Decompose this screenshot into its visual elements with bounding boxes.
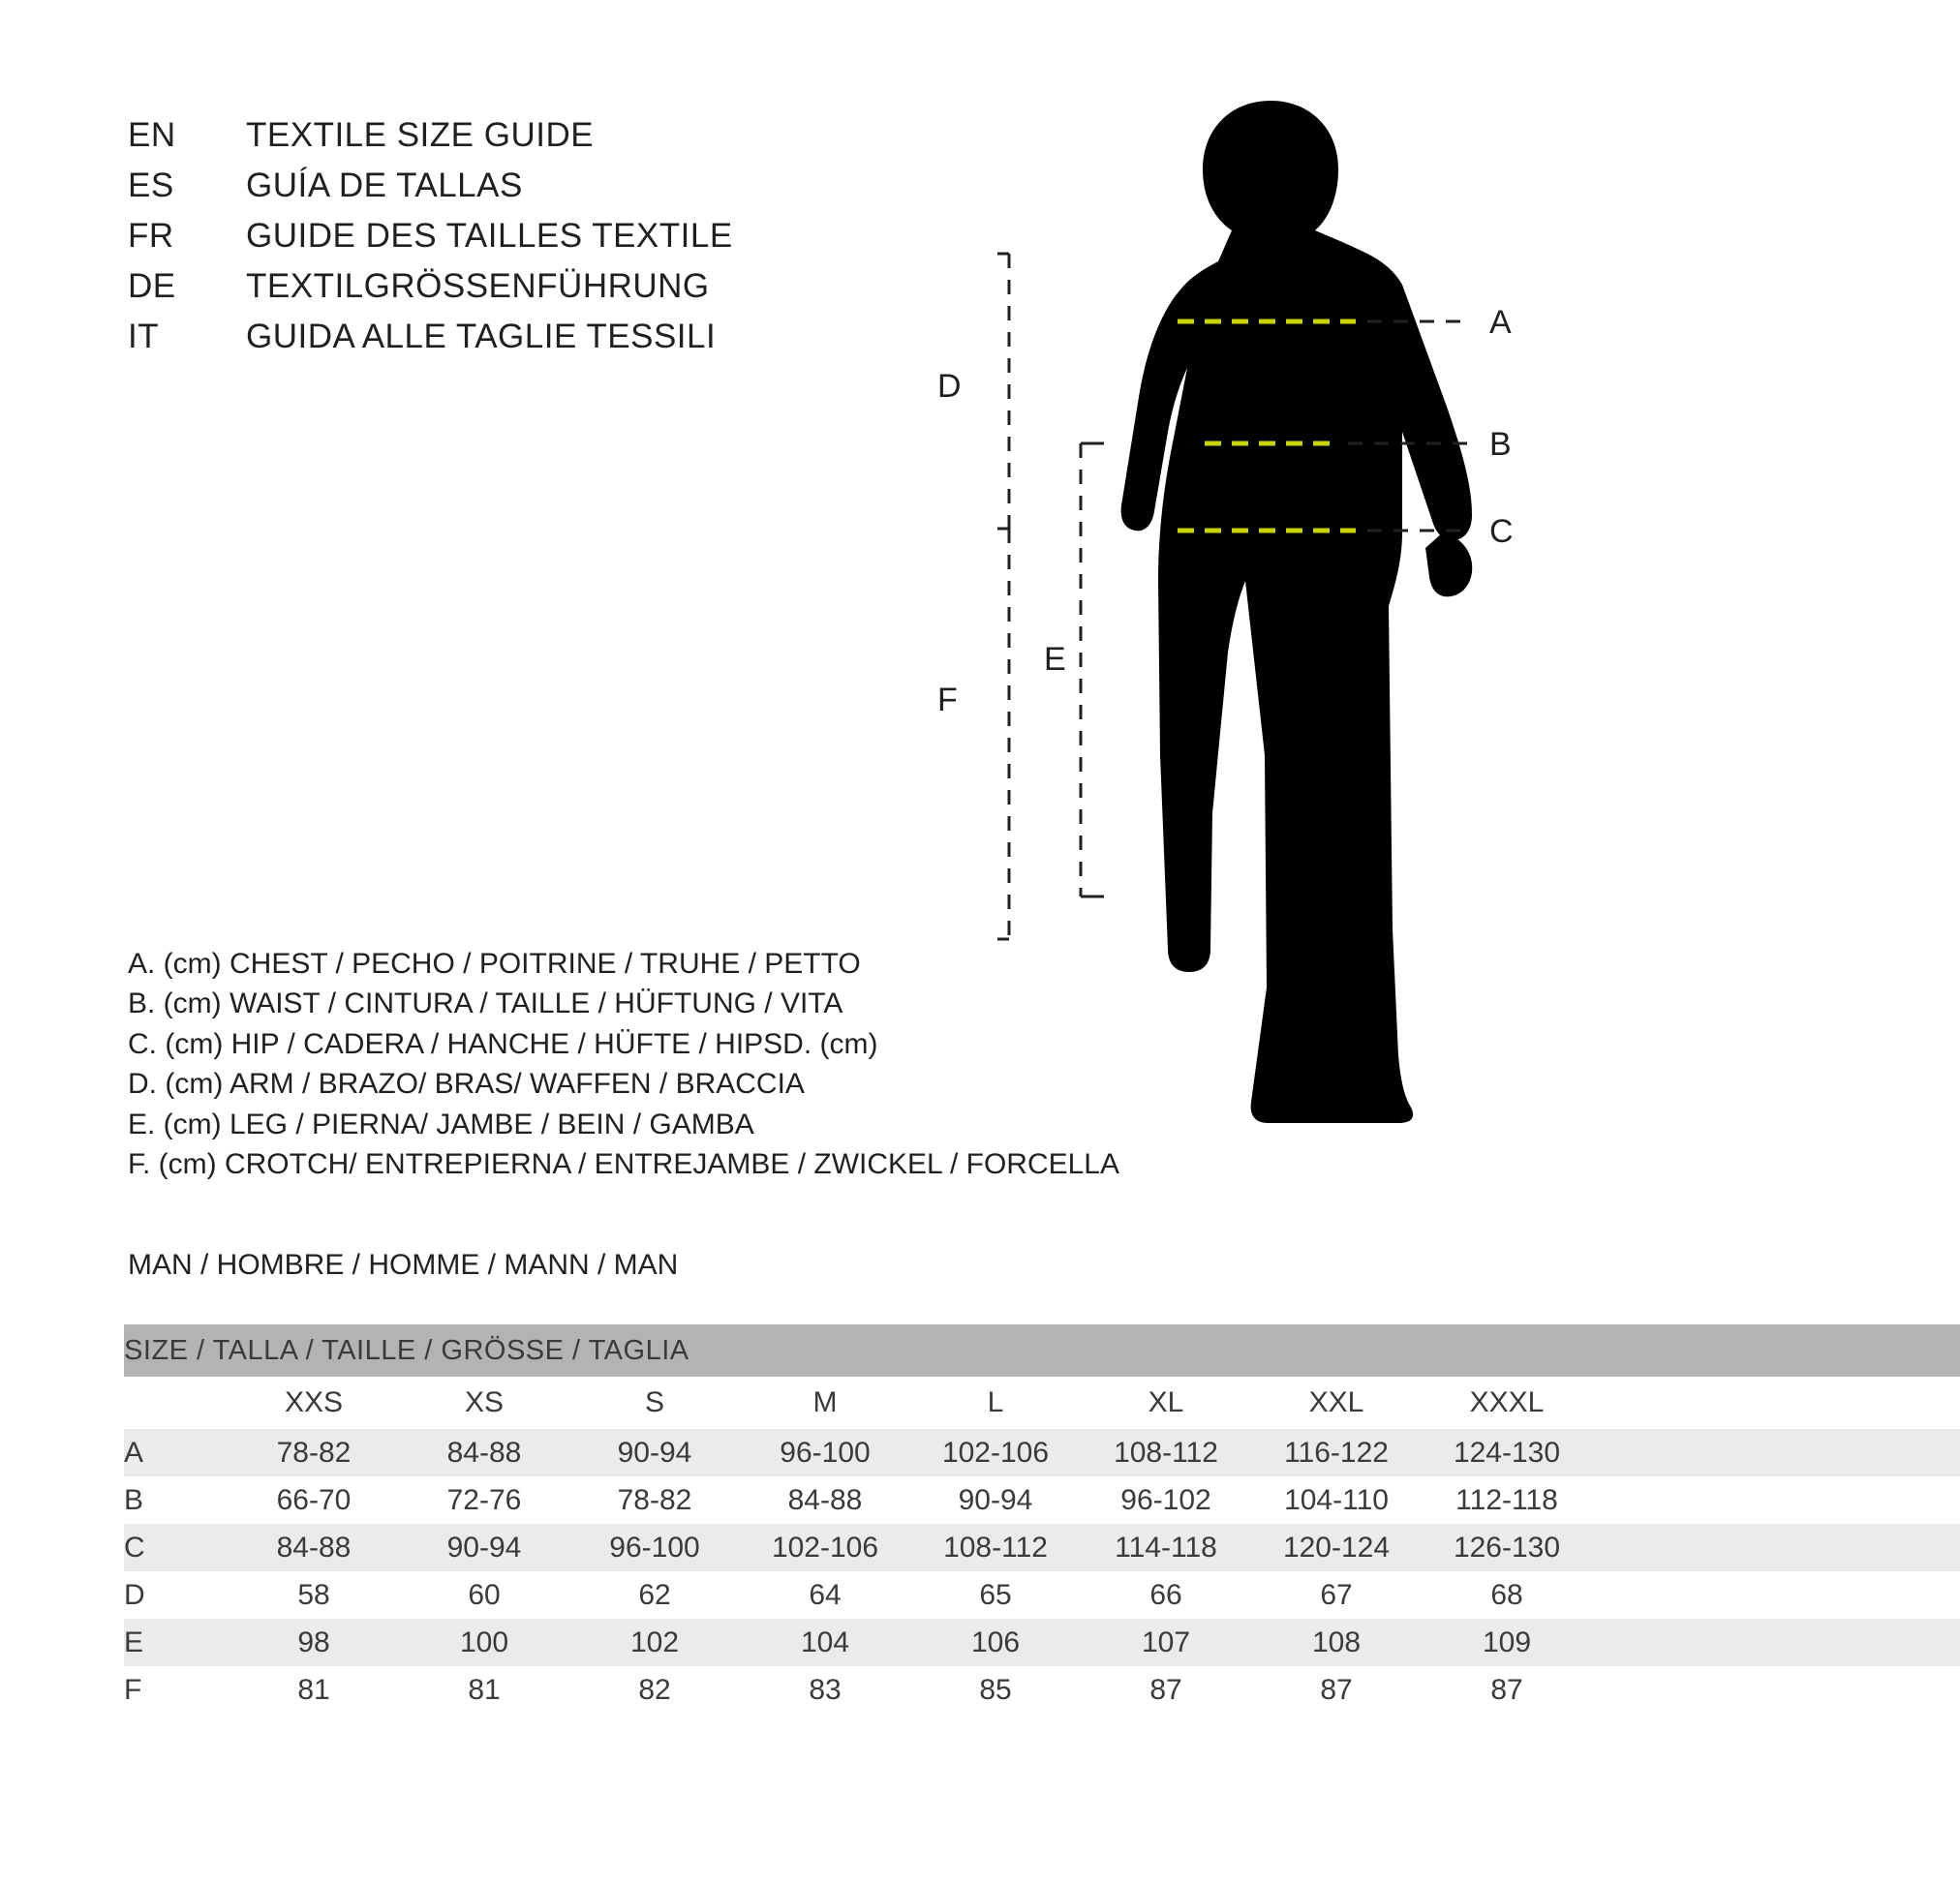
title-lang-es: ES bbox=[128, 167, 174, 204]
title-row bbox=[128, 267, 903, 318]
cell-d-xxxl: 68 bbox=[1490, 1578, 1523, 1611]
legend-item-c: C. (cm) HIP / CADERA / HANCHE / HÜFTE / HIPSD. (cm) bbox=[128, 1027, 878, 1060]
cell-b-s: 78-82 bbox=[617, 1483, 692, 1516]
row-label-b: B bbox=[124, 1483, 144, 1516]
cell-b-m: 84-88 bbox=[787, 1483, 863, 1516]
marker-label-d: D bbox=[937, 368, 962, 405]
cell-f-xxs: 81 bbox=[297, 1673, 330, 1706]
cell-f-xs: 81 bbox=[468, 1673, 501, 1706]
cell-b-xxxl: 112-118 bbox=[1455, 1483, 1558, 1516]
cell-f-xxl: 87 bbox=[1320, 1673, 1353, 1706]
size-table-container bbox=[124, 1324, 1761, 1714]
marker-label-c: C bbox=[1489, 513, 1514, 550]
male-silhouette-icon bbox=[1121, 101, 1473, 1123]
cell-b-xs: 72-76 bbox=[446, 1483, 522, 1516]
cell-a-xxs: 78-82 bbox=[229, 1429, 399, 1476]
body-measurement-diagram bbox=[937, 77, 1821, 1239]
cell-e-xl: 107 bbox=[1081, 1619, 1251, 1666]
legend-item-f: F. (cm) CROTCH/ ENTREPIERNA / ENTREJAMBE / ZWICKEL / FORCELLA bbox=[128, 1147, 1119, 1180]
title-block bbox=[128, 116, 903, 368]
cell-a-l: 102-106 bbox=[910, 1429, 1081, 1476]
title-text-it: GUIDA ALLE TAGLIE TESSILI bbox=[246, 318, 717, 355]
table-row bbox=[124, 1619, 1960, 1666]
cell-a-xs: 84-88 bbox=[399, 1429, 569, 1476]
cell-b-xxs: 66-70 bbox=[276, 1483, 352, 1516]
cell-e-xxl: 108 bbox=[1251, 1619, 1422, 1666]
cell-c-spacer bbox=[1592, 1524, 1960, 1571]
column-header-xxl: XXL bbox=[1251, 1377, 1422, 1429]
legend-item-d: D. (cm) ARM / BRAZO/ BRAS/ WAFFEN / BRACCIA bbox=[128, 1068, 805, 1101]
column-header-xl: XL bbox=[1081, 1377, 1251, 1429]
cell-d-xs: 60 bbox=[468, 1578, 501, 1611]
table-header-band bbox=[124, 1324, 1960, 1377]
title-lang-en: EN bbox=[128, 116, 176, 154]
cell-d-l: 65 bbox=[979, 1578, 1012, 1611]
title-text-en: TEXTILE SIZE GUIDE bbox=[246, 116, 595, 154]
cell-d-xxs: 58 bbox=[297, 1578, 330, 1611]
cell-d-spacer bbox=[1592, 1571, 1960, 1619]
column-header-m: M bbox=[740, 1377, 910, 1429]
cell-b-l: 90-94 bbox=[958, 1483, 1033, 1516]
cell-a-xxxl: 124-130 bbox=[1422, 1429, 1592, 1476]
cell-d-xxl: 67 bbox=[1320, 1578, 1353, 1611]
marker-label-b: B bbox=[1489, 426, 1512, 463]
column-header-blank bbox=[124, 1377, 229, 1429]
title-lang-de: DE bbox=[128, 267, 176, 305]
table-header-band-label: SIZE / TALLA / TAILLE / GRÖSSE / TAGLIA bbox=[124, 1324, 1960, 1377]
cell-f-l: 85 bbox=[979, 1673, 1012, 1706]
cell-c-s: 96-100 bbox=[569, 1524, 740, 1571]
cell-b-spacer bbox=[1592, 1476, 1960, 1524]
cell-c-l: 108-112 bbox=[910, 1524, 1081, 1571]
cell-e-spacer bbox=[1592, 1619, 1960, 1666]
marker-label-e: E bbox=[1044, 641, 1066, 678]
cell-f-m: 83 bbox=[809, 1673, 842, 1706]
cell-c-xs: 90-94 bbox=[399, 1524, 569, 1571]
legend-item-e: E. (cm) LEG / PIERNA/ JAMBE / BEIN / GAMBA bbox=[128, 1108, 754, 1140]
title-row bbox=[128, 167, 903, 217]
row-label-c: C bbox=[124, 1524, 229, 1571]
title-text-fr: GUIDE DES TAILLES TEXTILE bbox=[246, 217, 733, 255]
column-header-xs: XS bbox=[399, 1377, 569, 1429]
column-header-l: L bbox=[910, 1377, 1081, 1429]
table-row bbox=[124, 1524, 1960, 1571]
cell-a-spacer bbox=[1592, 1429, 1960, 1476]
cell-d-s: 62 bbox=[638, 1578, 671, 1611]
table-row bbox=[124, 1666, 1960, 1714]
legend-item-a: A. (cm) CHEST / PECHO / POITRINE / TRUHE / PETTO bbox=[128, 948, 861, 980]
cell-b-xxl: 104-110 bbox=[1284, 1483, 1389, 1516]
title-lang-it: IT bbox=[128, 318, 160, 355]
row-label-f: F bbox=[124, 1673, 142, 1706]
row-label-a: A bbox=[124, 1429, 229, 1476]
cell-a-m: 96-100 bbox=[740, 1429, 910, 1476]
cell-d-xl: 66 bbox=[1149, 1578, 1182, 1611]
cell-a-s: 90-94 bbox=[569, 1429, 740, 1476]
cell-e-s: 102 bbox=[569, 1619, 740, 1666]
size-table bbox=[124, 1324, 1960, 1714]
measure-bracket-leg bbox=[1081, 443, 1104, 896]
cell-c-xxs: 84-88 bbox=[229, 1524, 399, 1571]
table-row bbox=[124, 1429, 1960, 1476]
cell-c-xxxl: 126-130 bbox=[1422, 1524, 1592, 1571]
legend-item-b: B. (cm) WAIST / CINTURA / TAILLE / HÜFTUNG / VITA bbox=[128, 988, 843, 1020]
cell-e-m: 104 bbox=[740, 1619, 910, 1666]
cell-a-xxl: 116-122 bbox=[1251, 1429, 1422, 1476]
title-row bbox=[128, 318, 903, 368]
cell-e-xxs: 98 bbox=[229, 1619, 399, 1666]
table-row bbox=[124, 1571, 1960, 1619]
cell-c-xxl: 120-124 bbox=[1251, 1524, 1422, 1571]
cell-e-l: 106 bbox=[910, 1619, 1081, 1666]
title-lang-fr: FR bbox=[128, 217, 174, 255]
cell-f-s: 82 bbox=[638, 1673, 671, 1706]
marker-label-f: F bbox=[937, 682, 958, 718]
column-header-xxxl: XXXL bbox=[1422, 1377, 1592, 1429]
cell-d-m: 64 bbox=[809, 1578, 842, 1611]
cell-e-xs: 100 bbox=[399, 1619, 569, 1666]
cell-f-spacer bbox=[1592, 1666, 1960, 1714]
title-text-es: GUÍA DE TALLAS bbox=[246, 167, 523, 204]
cell-c-m: 102-106 bbox=[740, 1524, 910, 1571]
cell-b-xl: 96-102 bbox=[1120, 1483, 1211, 1516]
column-header-spacer bbox=[1592, 1377, 1960, 1429]
row-label-d: D bbox=[124, 1578, 145, 1611]
table-column-headers bbox=[124, 1377, 1960, 1429]
cell-f-xl: 87 bbox=[1149, 1673, 1182, 1706]
measure-bracket-crotch bbox=[997, 529, 1009, 939]
marker-label-a: A bbox=[1489, 304, 1512, 341]
title-row bbox=[128, 116, 903, 167]
title-row bbox=[128, 217, 903, 267]
cell-e-xxxl: 109 bbox=[1422, 1619, 1592, 1666]
row-label-e: E bbox=[124, 1619, 229, 1666]
cell-f-xxxl: 87 bbox=[1490, 1673, 1523, 1706]
cell-a-xl: 108-112 bbox=[1081, 1429, 1251, 1476]
gender-label: MAN / HOMBRE / HOMME / MANN / MAN bbox=[128, 1249, 679, 1281]
cell-c-xl: 114-118 bbox=[1081, 1524, 1251, 1571]
column-header-s: S bbox=[569, 1377, 740, 1429]
table-row bbox=[124, 1476, 1960, 1524]
title-text-de: TEXTILGRÖSSENFÜHRUNG bbox=[246, 267, 710, 305]
measure-bracket-arm bbox=[997, 254, 1009, 529]
column-header-xxs: XXS bbox=[229, 1377, 399, 1429]
